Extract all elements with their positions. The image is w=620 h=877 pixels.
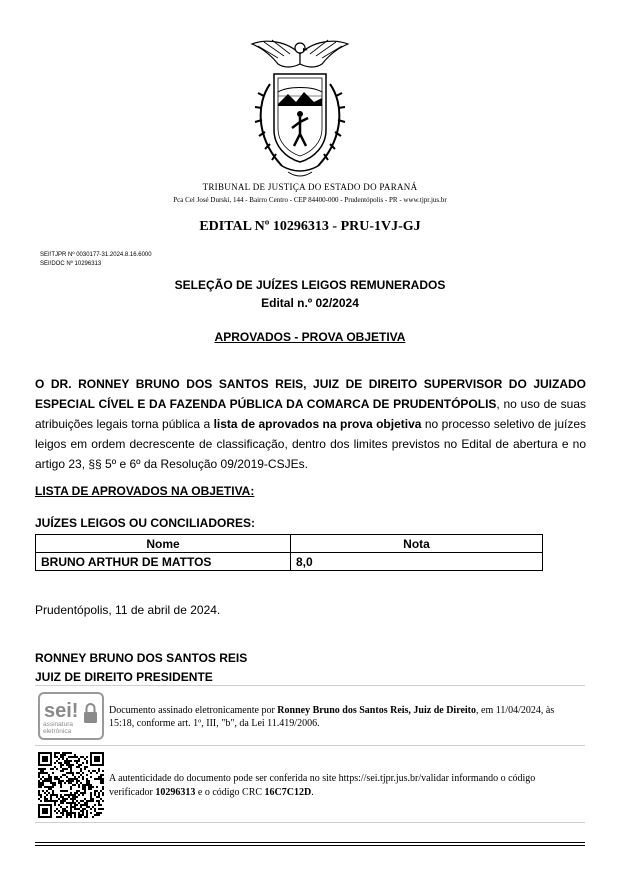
divider (35, 685, 585, 686)
sei-signature-logo-icon (38, 692, 104, 740)
authenticity-statement (109, 772, 569, 800)
table-row (36, 553, 543, 571)
signature-signer: Ronney Bruno dos Santos Reis, Juiz de Direito (277, 705, 477, 716)
court-address: Pca Cel José Durski, 144 - Bairro Centro - CEP 84400-000 - Prudentópolis - PR - www.tjpr.jus.br (173, 196, 447, 204)
divider (35, 822, 585, 823)
signature-text-2: , em 11/04/2024, às 15:18, conforme art. 1º, III, "b", da Lei 11.419/2006. (109, 705, 555, 729)
table-caption: JUÍZES LEIGOS OU CONCILIADORES: (35, 516, 256, 530)
coat-of-arms-icon (248, 34, 352, 184)
footer-rule (35, 845, 585, 846)
cell-name: BRUNO ARTHUR DE MATTOS (36, 553, 291, 571)
sei-logo-sub2: eletrônica (43, 728, 72, 735)
divider (35, 745, 585, 746)
crc-code: 16C7C12D (264, 787, 312, 798)
table-header-row (36, 535, 543, 553)
qr-code-icon[interactable] (38, 752, 104, 818)
sei-logo-text: sei! (44, 700, 79, 722)
signature-statement (109, 704, 559, 730)
court-name: TRIBUNAL DE JUSTIÇA DO ESTADO DO PARANÁ (202, 182, 418, 192)
results-table (35, 534, 543, 571)
column-header-score: Nota (291, 535, 543, 553)
document-number: SEI!DOC Nº 10296313 (40, 261, 102, 267)
approved-heading: APROVADOS - PROVA OBJETIVA (214, 330, 406, 344)
body-text-1: , no uso de suas atribuições legais torna pública a (35, 397, 586, 431)
edital-subtitle: Edital n.º 02/2024 (261, 296, 359, 310)
place-date: Prudentópolis, 11 de abril de 2024. (35, 603, 221, 617)
signer-role: JUIZ DE DIREITO PRESIDENTE (35, 670, 213, 684)
edital-number: EDITAL Nº 10296313 - PRU-1VJ-GJ (199, 219, 421, 234)
auth-text-1: A autenticidade do documento pode ser conferida no site https://sei.tjpr.jus.br/validar informando o código verificador (109, 773, 536, 798)
process-number: SEI!TJPR Nº 0030177-31.2024.8.16.6000 (40, 252, 152, 258)
column-header-name: Nome (36, 535, 291, 553)
body-text-2: no processo seletivo de juízes leigos em ordem decrescente de classificação, dentro dos limites previstos no Edital de abertura e no artigo 23, §§ 5º e 6º da Resolução 09/2019-CSJEs. (35, 417, 587, 471)
sei-logo-sub1: assinatura (43, 721, 73, 728)
auth-text-3: . (311, 787, 314, 798)
footer-rule (35, 842, 585, 843)
auth-text-2: e o código CRC (195, 787, 265, 798)
cell-score: 8,0 (291, 553, 543, 571)
verification-code: 10296313 (155, 787, 196, 798)
list-heading: LISTA DE APROVADOS NA OBJETIVA: (35, 484, 255, 498)
selection-title: SELEÇÃO DE JUÍZES LEIGOS REMUNERADOS (174, 278, 446, 292)
body-intro-bold: O DR. RONNEY BRUNO DOS SANTOS REIS, JUIZ DE DIREITO SUPERVISOR DO JUIZADO ESPECIAL CÍVEL E DA FAZENDA PÚBLICA DA COMARCA DE PRUDENTÓPOLIS (35, 377, 586, 411)
body-mid-bold: lista de aprovados na prova objetiva (213, 417, 422, 431)
signature-text-1: Documento assinado eletronicamente por (109, 705, 278, 716)
body-paragraph (35, 374, 586, 474)
document-metadata (40, 251, 152, 269)
signer-name: RONNEY BRUNO DOS SANTOS REIS (35, 651, 248, 665)
